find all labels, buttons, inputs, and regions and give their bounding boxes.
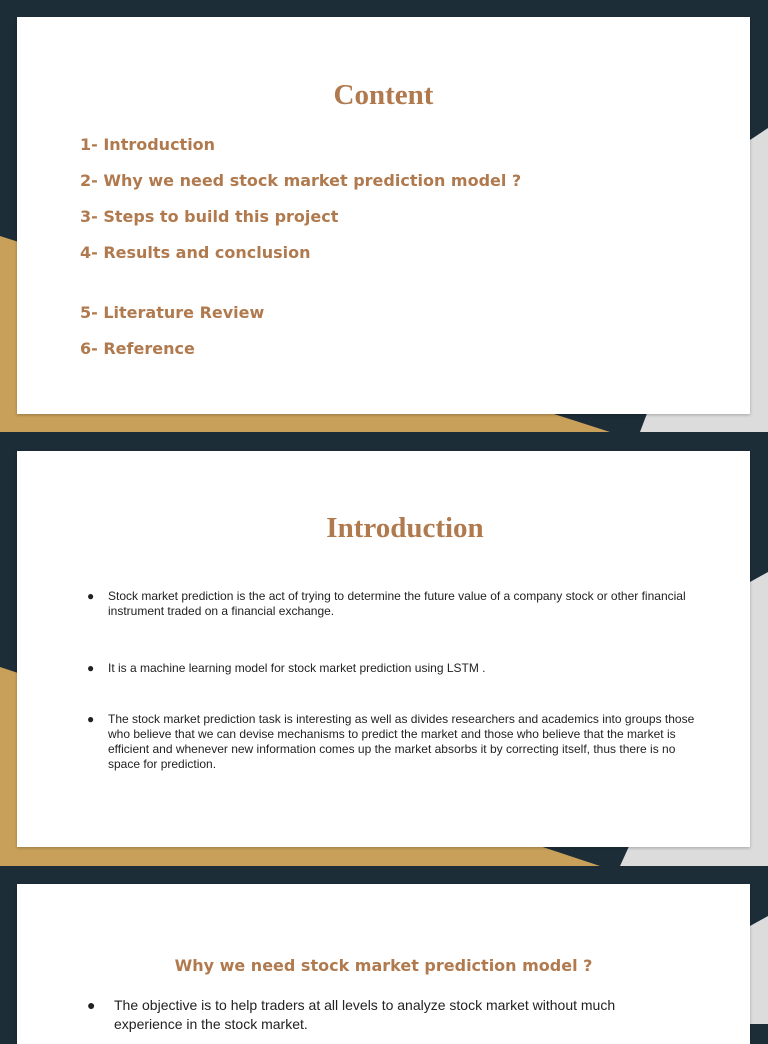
bullet-text: It is a machine learning model for stock market prediction using LSTM . <box>108 661 486 675</box>
toc-item: 5- Literature Review <box>80 303 265 322</box>
bullet-icon: ● <box>87 589 95 603</box>
introduction-title: Introduction <box>326 512 484 544</box>
toc-item: 4- Results and conclusion <box>80 243 311 262</box>
why-slide <box>17 884 750 1044</box>
bullet-text: The stock market prediction task is interesting as well as divides researchers and academics into groups those who believe that we can devise mechanisms to predict the market and those who believe that the market is efficient and whenever new information comes up the market absorbs it by correcting itself, thus there is no space for prediction. <box>108 712 695 771</box>
toc-item: 1- Introduction <box>80 135 216 154</box>
toc-item: 2- Why we need stock market prediction model ? <box>80 171 522 190</box>
bullet-icon: ● <box>87 712 95 726</box>
list-item <box>87 589 707 619</box>
list-item <box>87 996 687 1034</box>
bullet-icon: ● <box>87 997 96 1013</box>
list-item <box>87 712 707 772</box>
bullet-icon: ● <box>87 661 95 675</box>
bullet-text: The objective is to help traders at all levels to analyze stock market without much experience in the stock market. <box>114 997 616 1032</box>
list-item <box>87 661 707 676</box>
bullet-text: Stock market prediction is the act of trying to determine the future value of a company stock or other financial instrument traded on a financial exchange. <box>108 589 686 618</box>
content-title: Content <box>333 79 434 111</box>
toc-item: 3- Steps to build this project <box>80 207 339 226</box>
content-slide <box>17 17 750 414</box>
toc-item: 6- Reference <box>80 339 195 358</box>
why-title: Why we need stock market prediction model ? <box>174 956 593 975</box>
introduction-slide <box>17 451 750 847</box>
